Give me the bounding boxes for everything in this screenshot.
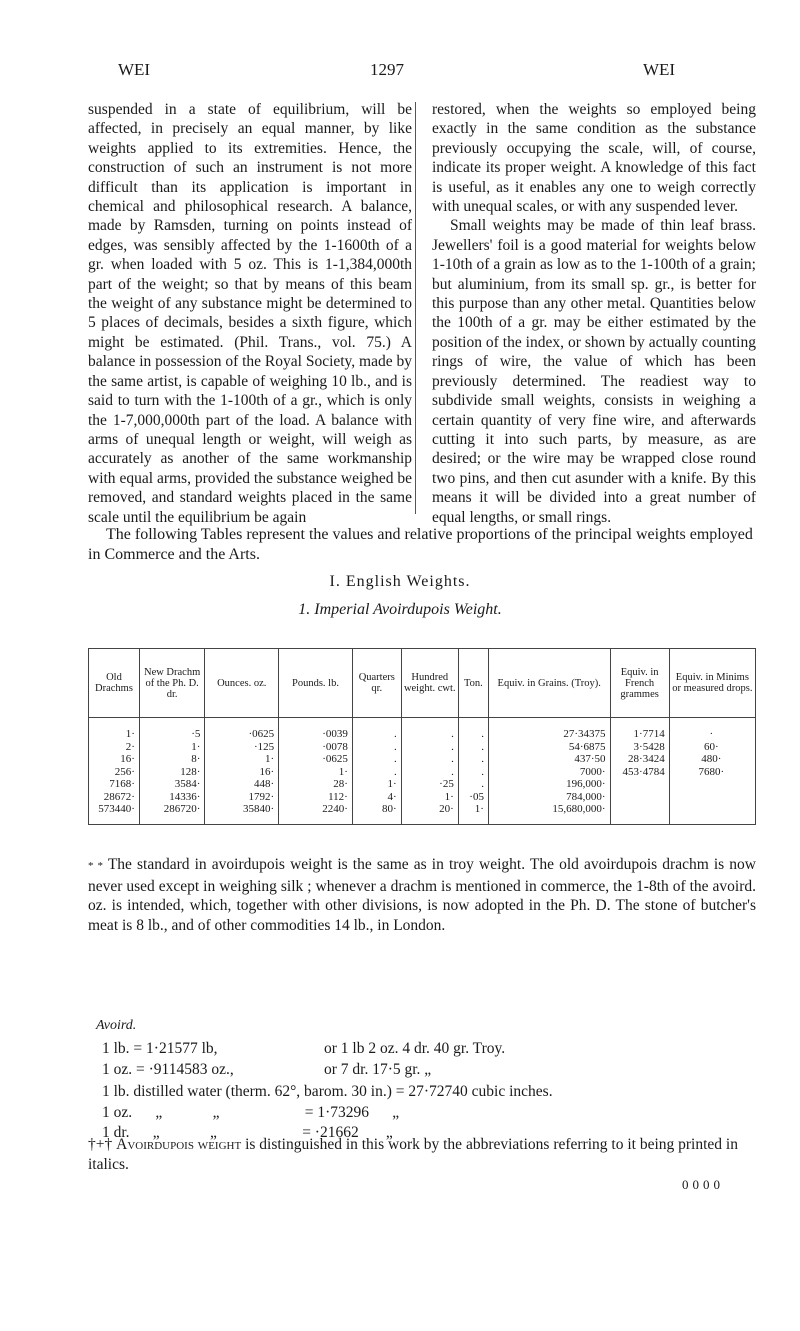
avoirdupois-table — [88, 648, 756, 825]
header-ounces: Ounces. oz. — [205, 649, 279, 718]
header-ton: Ton. — [458, 649, 488, 718]
right-column — [432, 100, 756, 527]
right-paragraph-2: Small weights may be made of thin leaf brass. Jewellers' foil is a good material for weights below 1-10th of a grain as low as to the 1-100th of a grain; but aluminium, from its small sp. gr., is better for this purpose than any other metal. Quantities below the 100th of a gr. may be either estimated by the position of the index, or shown by actually counting rings of wire, the value of which has been previously determined. The readiest way to subdivide small weights, consists in weighing a certain quantity of very fine wire, and afterwards cutting it into such parts, by measure, as are desired; or the wire may be wrapped close round two pins, and then cut asunder with a knife. By this means it will be divided into a great number of equal lengths, or small rings. — [432, 217, 756, 526]
table-cell: ·0625 ·125 1· 16· 448· 1792· 35840· — [205, 718, 279, 825]
footnote-marker: †+† — [88, 1136, 113, 1153]
conversion-line: or 7 dr. 17·5 gr. „ — [324, 1061, 432, 1078]
table-cell: . . . . 1· 4· 80· — [352, 718, 401, 825]
header-left-word: WEI — [118, 60, 151, 79]
header-minims: Equiv. in Minims or measured drops. — [669, 649, 755, 718]
footnote-lead: Avoirdupois weight — [116, 1136, 242, 1153]
page-header — [0, 60, 800, 84]
table-body-row — [89, 718, 756, 825]
header-grammes: Equiv. in French grammes — [610, 649, 669, 718]
header-new-drachm: New Drachm of the Ph. D. dr. — [139, 649, 204, 718]
conversion-line: 1 lb. = 1·21577 lb, — [102, 1040, 218, 1057]
header-quarters: Quarters qr. — [352, 649, 401, 718]
table-cell: 1· 2· 16· 256· 7168· 28672· 573440· — [89, 718, 140, 825]
table-cell: ·5 1· 8· 128· 3584· 14336· 286720· — [139, 718, 204, 825]
header-old-drachms: Old Drachms — [89, 649, 140, 718]
tables-intro: The following Tables represent the values and relative proportions of the principal weights employed in Commerce and the Arts. — [88, 526, 753, 563]
header-hundredweight: Hundred weight. cwt. — [401, 649, 458, 718]
table-cell: 27·34375 54·6875 437·50 7000· 196,000· 784,000· 15,680,000· — [488, 718, 610, 825]
right-paragraph-1: restored, when the weights so employed being exactly in the same condition as the substance previously occupying the scale, will, of course, indicate its proper weight. A knowledge of this fact is useful, as it enables any one to weigh correctly with unequal scales, or with any suspended lever. — [432, 101, 756, 216]
header-pounds: Pounds. lb. — [279, 649, 353, 718]
conversions-label: Avoird. — [96, 1018, 137, 1033]
left-column — [88, 100, 412, 527]
conversion-line: 1 lb. distilled water (therm. 62°, barom. 30 in.) = 27·72740 cubic inches. — [102, 1083, 553, 1100]
table-cell: 1·7714 3·5428 28·3424 453·4784 — [610, 718, 669, 825]
table-cell: . . . . . ·05 1· — [458, 718, 488, 825]
signature-mark: 0000 — [682, 1177, 724, 1192]
conversions — [88, 1018, 788, 1141]
page-number: 1297 — [370, 60, 404, 79]
note-text: The standard in avoirdupois weight is the same as in troy weight. The old avoirdupois drachm is now never used except in weighing silk ; whenever a drachm is mentioned in commerce, the 1-8th of the avoird. oz. is intended, which, together with other divisions, is now adopted in the Ph. D. The stone of butcher's meat is 8 lb., and of other commodities 14 lb., in London. — [88, 856, 756, 934]
conversion-line: or 1 lb 2 oz. 4 dr. 40 gr. Troy. — [324, 1040, 506, 1057]
table-cell: ·0039 ·0078 ·0625 1· 28· 112· 2240· — [279, 718, 353, 825]
standard-note — [88, 855, 756, 935]
table-cell: · 60· 480· 7680· — [669, 718, 755, 825]
header-right-word: WEI — [643, 60, 676, 79]
table-header-row — [89, 649, 756, 718]
conversion-line: 1 oz. „ „ = 1·73296 „ — [102, 1104, 400, 1121]
footnote-text: is distinguished in this work by the abbreviations referring to it being printed in italics. — [88, 1136, 738, 1173]
column-divider — [415, 102, 416, 514]
subsection-title: 1. Imperial Avoirdupois Weight. — [298, 601, 502, 618]
header-grains: Equiv. in Grains. (Troy). — [488, 649, 610, 718]
table-cell: . . . . ·25 1· 20· — [401, 718, 458, 825]
left-paragraph: suspended in a state of equilibrium, will be affected, in precisely an equal manner, by like weights applied to its extremities. Hence, the construction of such an instrument is not more difficult than its application is important in chemical and philosophical research. A balance, made by Ramsden, turning on points instead of edges, was sensibly affected by the 1-1600th of a gr. when loaded with 5 oz. This is 1-1,384,000th part of the weight; so that by means of this beam the weight of any substance might be determined to 5 places of decimals, besides a sixth figure, which might be estimated. (Phil. Trans., vol. 75.) A balance in possession of the Royal Society, made by the same artist, is capable of weighing 10 lb., and is said to turn with the 1-100th of a gr., which is only the 1-7,000,000th part of the load. A balance with arms of unequal length or weight, will weigh as accurately as another of the same workmanship with equal arms, provided the substance weighed be removed, and standard weights placed in the same scale until the equilibrium be again — [88, 101, 412, 526]
conversion-line: 1 oz. = ·9114583 oz., — [102, 1061, 234, 1078]
footnote — [88, 1135, 778, 1175]
section-title: I. English Weights. — [329, 573, 471, 590]
conversion-line: 1 dr. „ „ = ·21662 „ — [102, 1124, 393, 1141]
note-marker: * * — [88, 860, 103, 872]
